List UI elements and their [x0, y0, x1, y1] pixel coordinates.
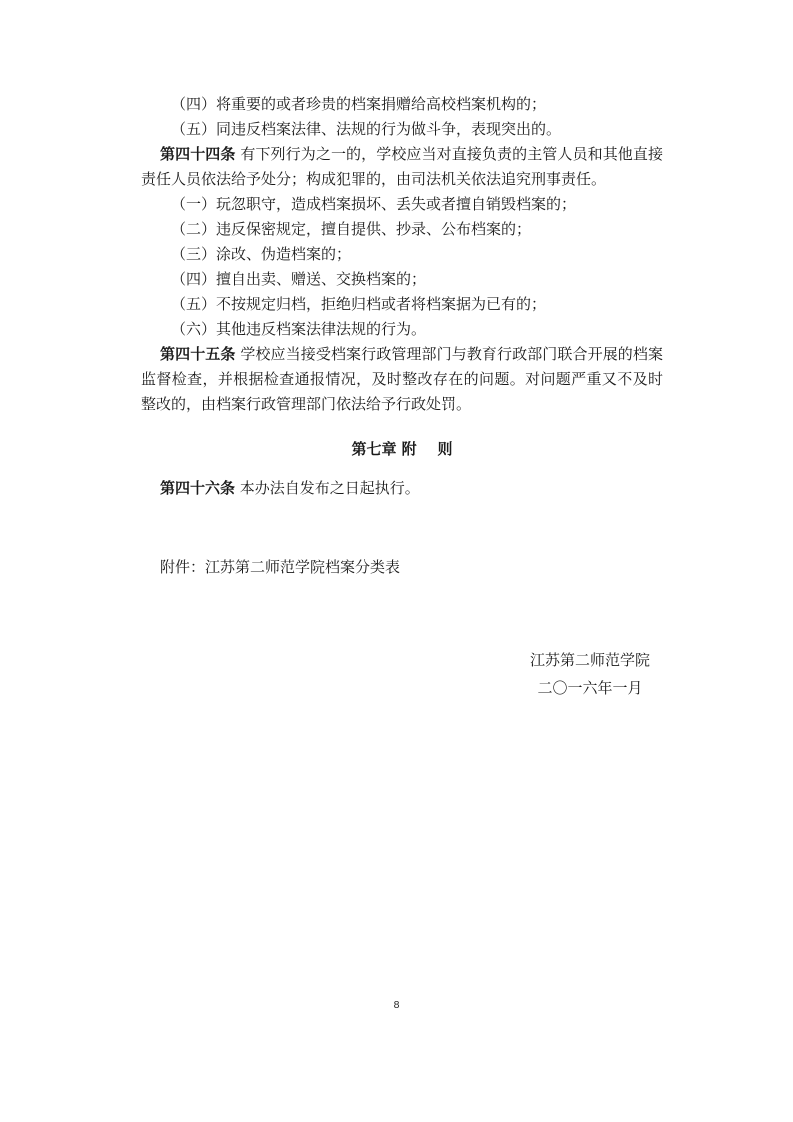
article-text: 学校应当接受档案行政管理部门与教育行政部门联合开展的档案监督检查，并根据检查通报情况，及时整改存在的问题。对问题严重又不及时整改的，由档案行政管理部门依法给予行政处罚。: [141, 345, 663, 413]
clause-line: （六）其他违反档案法律法规的行为。: [171, 320, 427, 338]
chapter-heading: 第七章 附 则: [351, 440, 453, 458]
article-45: [141, 342, 663, 417]
signature-block: [515, 646, 665, 702]
article-label: 第四十四条: [160, 145, 236, 163]
clause-line: （五）不按规定归档，拒绝归档或者将档案据为已有的；: [171, 295, 547, 313]
clause-line: （四）擅自出卖、赠送、交换档案的；: [171, 270, 427, 288]
clause-line: （二）违反保密规定，擅自提供、抄录、公布档案的；: [171, 220, 532, 238]
article-46: [141, 476, 663, 501]
clause-line: （四）将重要的或者珍贵的档案捐赠给高校档案机构的；: [171, 95, 547, 113]
document-body: [141, 92, 663, 580]
signature-org: 江苏第二师范学院: [529, 651, 650, 669]
article-text: 有下列行为之一的，学校应当对直接负责的主管人员和其他直接责任人员依法给予处分；构成犯罪的，由司法机关依法追究刑事责任。: [141, 145, 663, 188]
attachment-note: 附件：江苏第二师范学院档案分类表: [160, 558, 401, 576]
article-label: 第四十六条: [160, 479, 236, 497]
clause-line: （三）涂改、伪造档案的；: [171, 245, 352, 263]
article-44: [141, 142, 663, 192]
signature-date: 二〇一六年一月: [537, 679, 643, 697]
article-label: 第四十五条: [160, 345, 236, 363]
clause-line: （五）同违反档案法律、法规的行为做斗争，表现突出的。: [171, 120, 562, 138]
clause-line: （一）玩忽职守，造成档案损坏、丢失或者擅自销毁档案的；: [171, 195, 577, 213]
page-number: 8: [393, 1000, 400, 1011]
article-text: 本办法自发布之日起执行。: [235, 479, 420, 497]
